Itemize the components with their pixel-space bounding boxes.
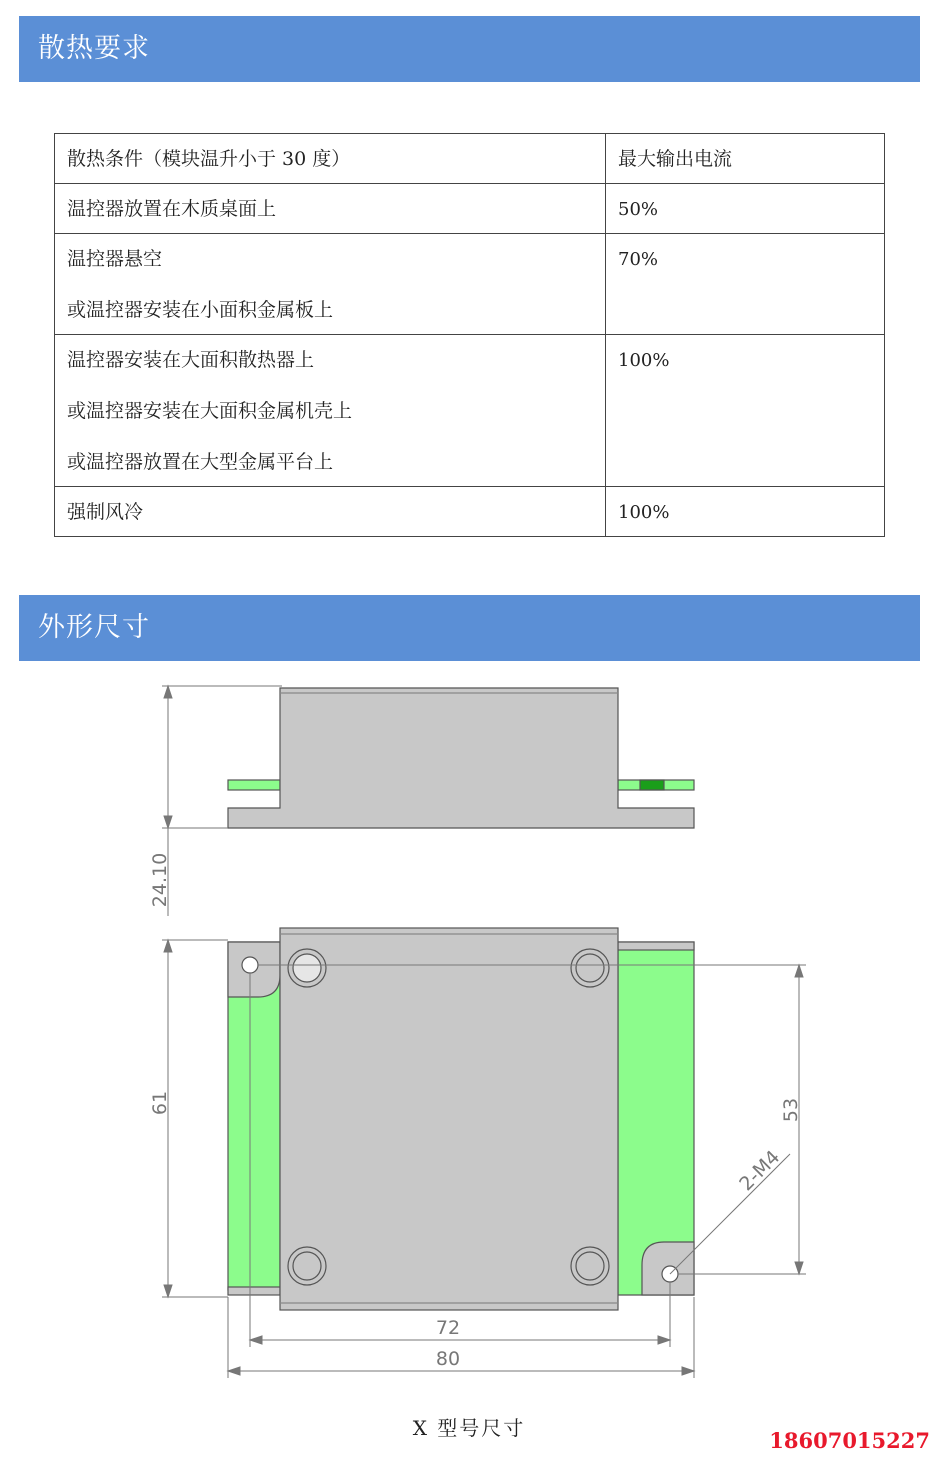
current-cell: 70% xyxy=(606,234,885,335)
table-row xyxy=(55,184,885,234)
depth-dimension xyxy=(162,940,228,1297)
table-row xyxy=(55,234,885,335)
hole-spacing-v-label: 53 xyxy=(780,1097,802,1123)
current-cell: 100% xyxy=(606,335,885,487)
hole-spacing-h-label: 72 xyxy=(435,1317,461,1339)
table-row xyxy=(55,487,885,537)
width-label: 80 xyxy=(435,1348,461,1370)
current-cell: 100% xyxy=(606,487,885,537)
dimension-drawing xyxy=(0,670,938,1400)
hole-callout-label: 2-M4 xyxy=(735,1146,785,1196)
condition-line: 温控器放置在木质桌面上 xyxy=(67,198,277,220)
section-header-heat: 散热要求 xyxy=(19,16,920,82)
condition-line: 温控器安装在大面积散热器上 xyxy=(67,349,315,371)
condition-line: 温控器悬空 xyxy=(67,248,163,270)
phone-number: 18607015227 xyxy=(769,1428,930,1453)
condition-line: 或温控器安装在小面积金属板上 xyxy=(67,299,334,321)
condition-cell xyxy=(55,234,606,335)
figure-caption: X 型号尺寸 xyxy=(412,1416,526,1440)
condition-cell xyxy=(55,335,606,487)
header-cell-condition: 散热条件（模块温升小于 30 度） xyxy=(55,134,606,184)
side-view xyxy=(228,688,694,828)
condition-line: 或温控器安装在大面积金属机壳上 xyxy=(67,400,353,422)
condition-line: 或温控器放置在大型金属平台上 xyxy=(67,451,334,473)
heat-requirements-table xyxy=(54,133,885,537)
depth-label: 61 xyxy=(149,1090,171,1116)
condition-cell xyxy=(55,487,606,537)
height-dimension xyxy=(162,686,282,916)
top-view xyxy=(228,928,694,1310)
header-cell-current: 最大输出电流 xyxy=(606,134,885,184)
height-label: 24.10 xyxy=(149,852,171,908)
table-row xyxy=(55,335,885,487)
table-header-row xyxy=(55,134,885,184)
section-header-dimensions: 外形尺寸 xyxy=(19,595,920,661)
condition-cell xyxy=(55,184,606,234)
current-cell: 50% xyxy=(606,184,885,234)
condition-line: 强制风冷 xyxy=(67,501,144,523)
